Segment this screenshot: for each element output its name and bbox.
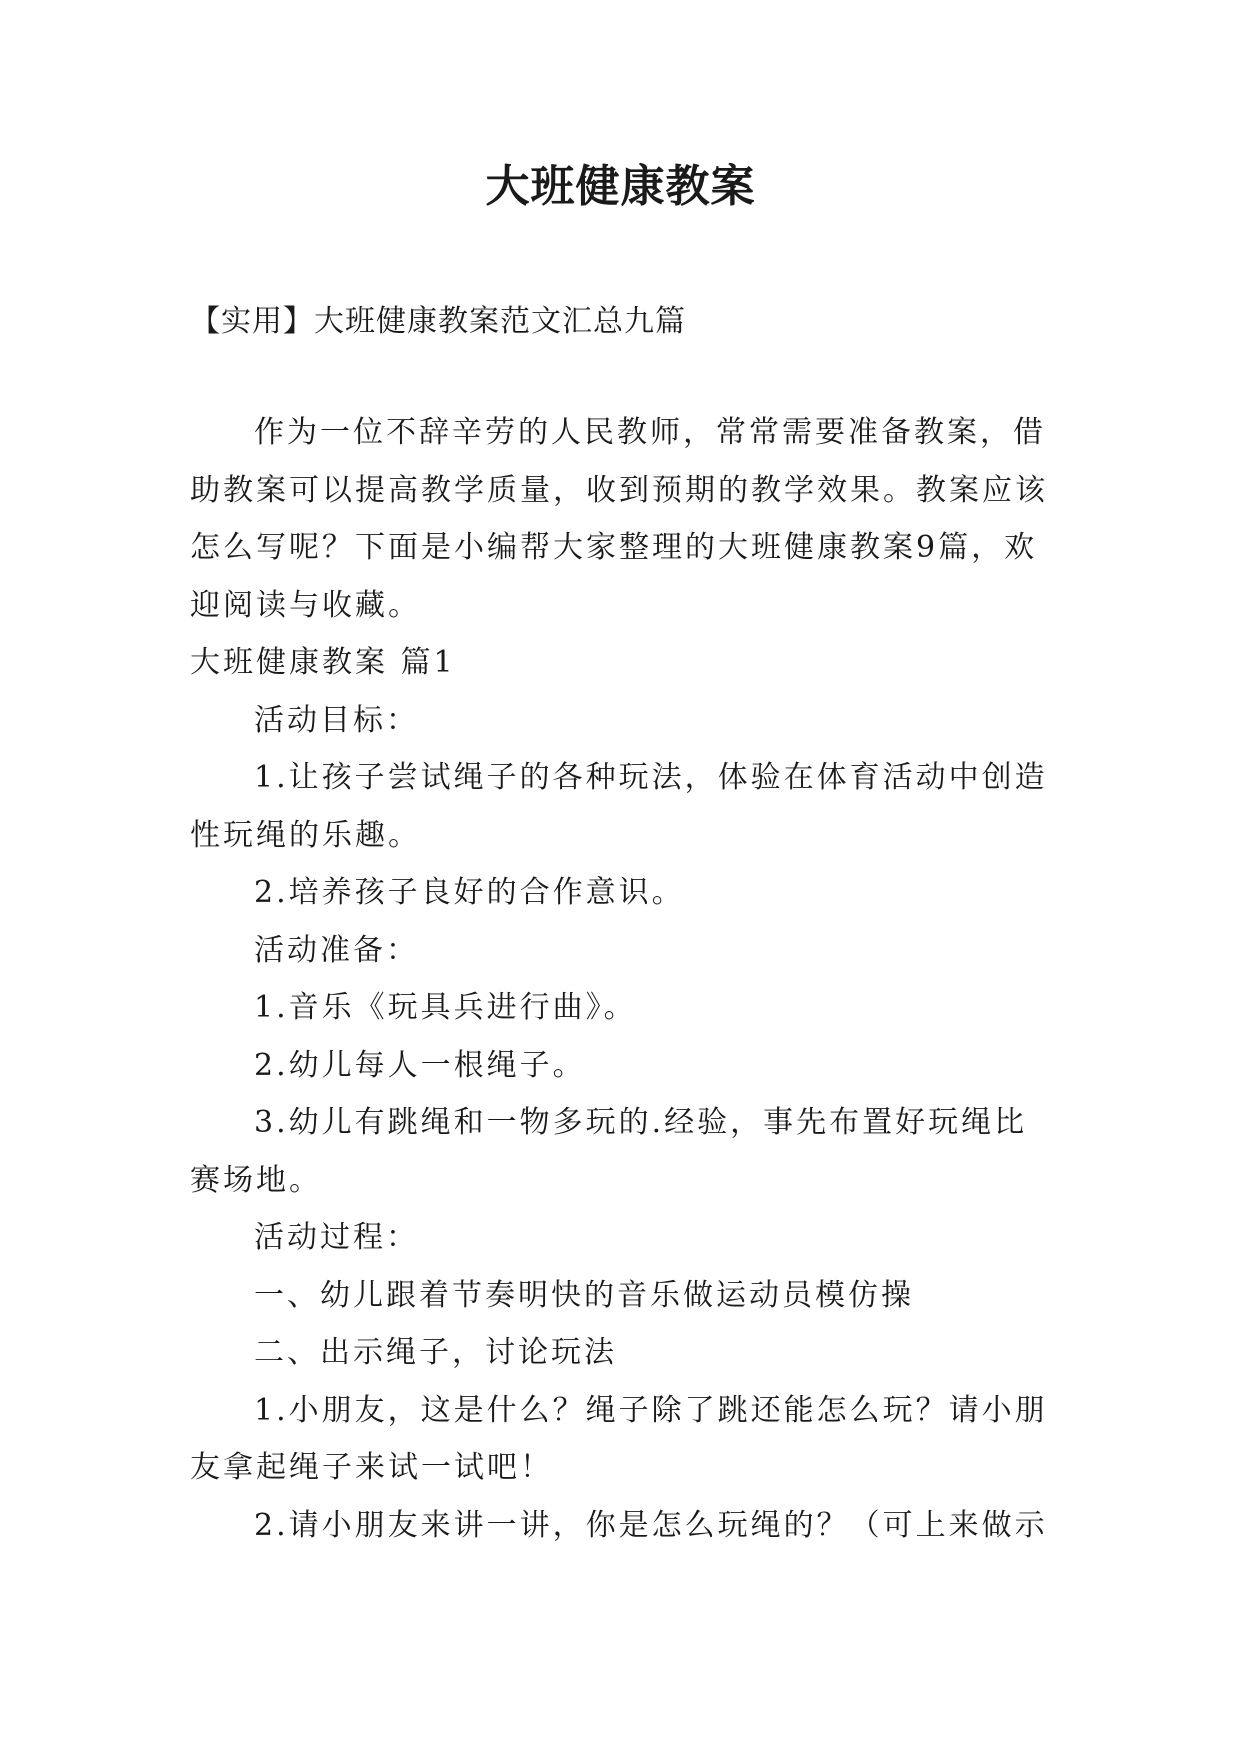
paragraph: 1.音乐《玩具兵进行曲》。 xyxy=(254,990,637,1025)
paragraph: 3.幼儿有跳绳和一物多玩的.经验，事先布置好玩绳比赛场地。 xyxy=(190,1105,1028,1198)
paragraph: 活动目标： xyxy=(254,702,419,738)
paragraph: 2.幼儿每人一根绳子。 xyxy=(254,1047,586,1083)
paragraph: 2.请小朋友来讲一讲，你是怎么玩绳的？（可上来做示 xyxy=(254,1507,1048,1543)
document-body xyxy=(190,404,1050,1554)
paragraph: 二、出示绳子，讨论玩法 xyxy=(254,1335,617,1370)
paragraph: 1.小朋友，这是什么？绳子除了跳还能怎么玩？请小朋友拿起绳子来试一试吧！ xyxy=(190,1392,1048,1485)
paragraph: 2.培养孩子良好的合作意识。 xyxy=(254,875,685,910)
paragraph: 1.让孩子尝试绳子的各种玩法，体验在体育活动中创造性玩绳的乐趣。 xyxy=(190,760,1048,853)
paragraph: 活动过程： xyxy=(254,1220,419,1255)
intro-paragraph: 作为一位不辞辛劳的人民教师，常常需要准备教案，借助教案可以提高教学质量，收到预期的教学效果。教案应该怎么写呢？下面是小编帮大家整理的大班健康教案9篇，欢迎阅读与收藏。 xyxy=(190,415,1048,623)
document-subtitle: 【实用】大班健康教案范文汇总九篇 xyxy=(190,304,686,339)
section-heading: 大班健康教案 篇1 xyxy=(190,645,456,680)
paragraph: 活动准备： xyxy=(254,932,419,968)
paragraph: 一、幼儿跟着节奏明快的音乐做运动员模仿操 xyxy=(254,1277,914,1313)
document-title: 大班健康教案 xyxy=(485,161,756,212)
